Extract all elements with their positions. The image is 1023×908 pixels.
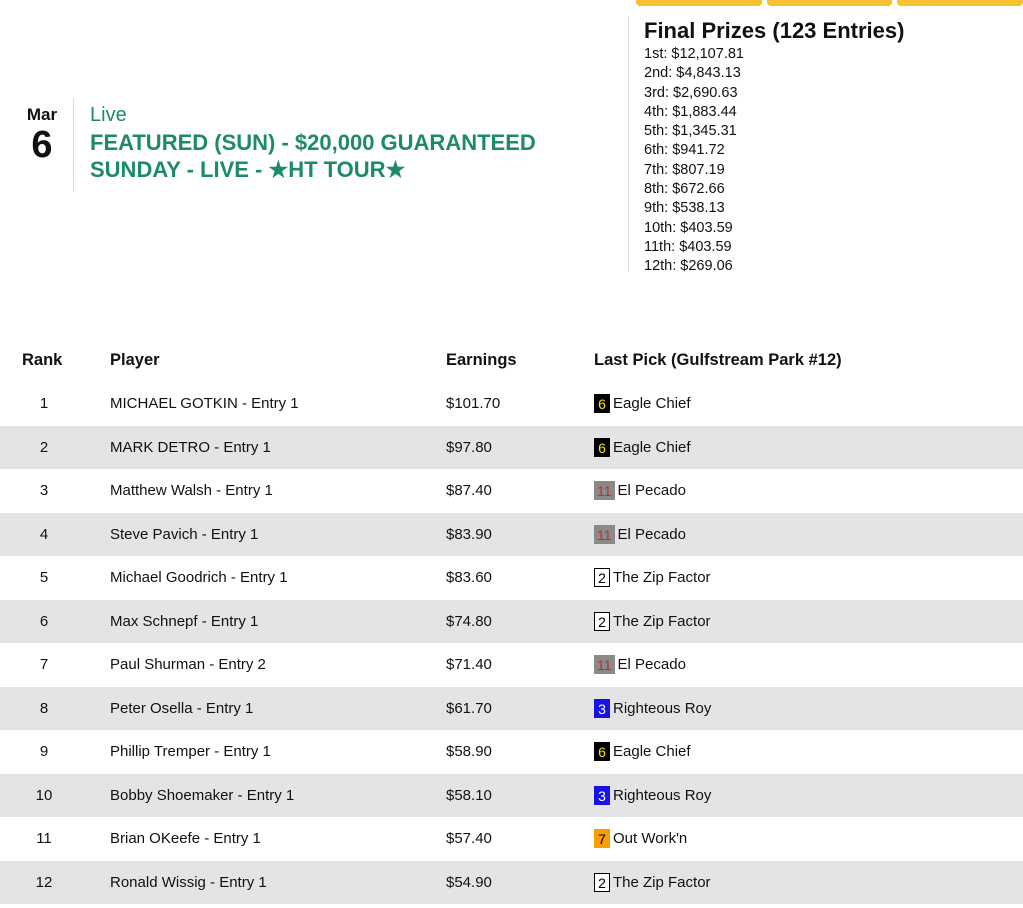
- header-earnings[interactable]: Earnings: [446, 350, 517, 369]
- player-cell[interactable]: Peter Osella - Entry 1: [110, 699, 254, 717]
- earnings-cell: $101.70: [446, 395, 501, 413]
- saddle-cloth-badge: 11: [594, 481, 615, 500]
- table-row[interactable]: [0, 643, 1023, 687]
- event-date: [22, 105, 62, 165]
- player-cell[interactable]: Brian OKeefe - Entry 1: [110, 830, 261, 848]
- horse-name: The Zip Factor: [613, 612, 711, 630]
- event-title[interactable]: [90, 129, 536, 183]
- horse-name: Righteous Roy: [613, 699, 712, 717]
- date-divider: [73, 98, 74, 192]
- horse-name: El Pecado: [617, 525, 686, 543]
- horse-name: El Pecado: [617, 656, 686, 674]
- prize-item: 2nd: $4,843.13: [644, 65, 741, 82]
- prize-item: 11th: $403.59: [644, 238, 732, 255]
- saddle-cloth-badge: 3: [594, 786, 610, 805]
- rank-cell: 3: [39, 482, 49, 500]
- table-row[interactable]: [0, 469, 1023, 513]
- leaderboard-table: [0, 338, 1023, 904]
- saddle-cloth-badge: 6: [594, 742, 610, 761]
- horse-name: The Zip Factor: [613, 569, 711, 587]
- event-status: Live: [90, 104, 127, 126]
- rank-cell: 5: [39, 569, 49, 587]
- player-cell[interactable]: Ronald Wissig - Entry 1: [110, 873, 267, 891]
- saddle-cloth-badge: 11: [594, 655, 615, 674]
- rank-cell: 11: [36, 830, 52, 848]
- prize-item: 4th: $1,883.44: [644, 103, 737, 120]
- rank-cell: 7: [39, 656, 49, 674]
- prize-item: 12th: $269.06: [644, 258, 733, 275]
- earnings-cell: $87.40: [446, 482, 492, 500]
- rank-cell: 12: [35, 873, 53, 891]
- header-last-pick[interactable]: Last Pick (Gulfstream Park #12): [594, 350, 842, 369]
- earnings-cell: $61.70: [446, 699, 492, 717]
- prize-item: 6th: $941.72: [644, 142, 725, 159]
- rank-cell: 1: [39, 395, 49, 413]
- table-row[interactable]: [0, 730, 1023, 774]
- saddle-cloth-badge: 7: [594, 829, 610, 848]
- prize-list: [644, 45, 904, 277]
- last-pick-cell: [582, 568, 1023, 587]
- earnings-cell: $58.10: [446, 786, 492, 804]
- prize-item: 7th: $807.19: [644, 161, 725, 178]
- table-row[interactable]: [0, 513, 1023, 557]
- last-pick-cell: [582, 394, 1023, 413]
- last-pick-cell: [582, 525, 1023, 544]
- event-title-line-2: SUNDAY - LIVE - ★HT TOUR★: [90, 157, 406, 182]
- prize-item: 8th: $672.66: [644, 181, 725, 198]
- saddle-cloth-badge: 3: [594, 699, 610, 718]
- player-cell[interactable]: Michael Goodrich - Entry 1: [110, 569, 288, 587]
- earnings-cell: $57.40: [446, 830, 492, 848]
- last-pick-cell: [582, 873, 1023, 892]
- earnings-cell: $58.90: [446, 743, 492, 761]
- last-pick-cell: [582, 786, 1023, 805]
- earnings-cell: $83.60: [446, 569, 492, 587]
- earnings-cell: $54.90: [446, 873, 492, 891]
- top-tab-2[interactable]: [767, 0, 893, 6]
- event-info: [90, 103, 536, 183]
- last-pick-cell: [582, 699, 1023, 718]
- rank-cell: 2: [39, 438, 49, 456]
- last-pick-cell: [582, 612, 1023, 631]
- prize-item: 5th: $1,345.31: [644, 123, 737, 140]
- leaderboard-header: [0, 338, 1023, 382]
- earnings-cell: $97.80: [446, 438, 492, 456]
- saddle-cloth-badge: 6: [594, 438, 610, 457]
- final-prizes-panel: [628, 16, 905, 275]
- leaderboard-body: [0, 382, 1023, 904]
- earnings-cell: $71.40: [446, 656, 492, 674]
- event-month: Mar: [26, 105, 58, 124]
- player-cell[interactable]: Phillip Tremper - Entry 1: [110, 743, 271, 761]
- last-pick-cell: [582, 655, 1023, 674]
- last-pick-cell: [582, 742, 1023, 761]
- rank-cell: 4: [39, 525, 49, 543]
- last-pick-cell: [582, 438, 1023, 457]
- final-prizes-heading: Final Prizes (123 Entries): [644, 18, 905, 43]
- table-row[interactable]: [0, 817, 1023, 861]
- player-cell[interactable]: MARK DETRO - Entry 1: [110, 438, 271, 456]
- header-rank[interactable]: Rank: [22, 350, 63, 369]
- earnings-cell: $83.90: [446, 525, 492, 543]
- saddle-cloth-badge: 6: [594, 394, 610, 413]
- player-cell[interactable]: Bobby Shoemaker - Entry 1: [110, 786, 295, 804]
- saddle-cloth-badge: 2: [594, 568, 610, 587]
- saddle-cloth-badge: 11: [594, 525, 615, 544]
- table-row[interactable]: [0, 556, 1023, 600]
- player-cell[interactable]: Matthew Walsh - Entry 1: [110, 482, 273, 500]
- table-row[interactable]: [0, 600, 1023, 644]
- player-cell[interactable]: Max Schnepf - Entry 1: [110, 612, 259, 630]
- event-title-line-1: FEATURED (SUN) - $20,000 GUARANTEED: [90, 130, 536, 155]
- rank-cell: 10: [35, 786, 53, 804]
- table-row[interactable]: [0, 382, 1023, 426]
- top-tab-1[interactable]: [636, 0, 762, 6]
- saddle-cloth-badge: 2: [594, 612, 610, 631]
- top-tab-strip: [636, 0, 1023, 6]
- table-row[interactable]: [0, 861, 1023, 905]
- table-row[interactable]: [0, 687, 1023, 731]
- horse-name: Eagle Chief: [613, 395, 691, 413]
- last-pick-cell: [582, 481, 1023, 500]
- player-cell[interactable]: Steve Pavich - Entry 1: [110, 525, 259, 543]
- horse-name: El Pecado: [617, 482, 686, 500]
- player-cell[interactable]: Paul Shurman - Entry 2: [110, 656, 266, 674]
- prize-item: 10th: $403.59: [644, 219, 733, 236]
- rank-cell: 8: [39, 699, 49, 717]
- saddle-cloth-badge: 2: [594, 873, 610, 892]
- horse-name: Eagle Chief: [613, 743, 691, 761]
- last-pick-cell: [582, 829, 1023, 848]
- horse-name: Eagle Chief: [613, 438, 691, 456]
- header-player[interactable]: Player: [110, 350, 160, 369]
- table-row[interactable]: [0, 774, 1023, 818]
- earnings-cell: $74.80: [446, 612, 492, 630]
- horse-name: Righteous Roy: [613, 786, 712, 804]
- player-cell[interactable]: MICHAEL GOTKIN - Entry 1: [110, 395, 299, 413]
- prize-item: 1st: $12,107.81: [644, 46, 744, 62]
- top-tab-3[interactable]: [897, 0, 1023, 6]
- horse-name: Out Work'n: [613, 830, 688, 848]
- event-day: 6: [31, 124, 53, 166]
- table-row[interactable]: [0, 426, 1023, 470]
- prize-item: 3rd: $2,690.63: [644, 84, 738, 101]
- rank-cell: 6: [39, 612, 49, 630]
- horse-name: The Zip Factor: [613, 873, 711, 891]
- prize-item: 9th: $538.13: [644, 200, 725, 217]
- rank-cell: 9: [39, 743, 49, 761]
